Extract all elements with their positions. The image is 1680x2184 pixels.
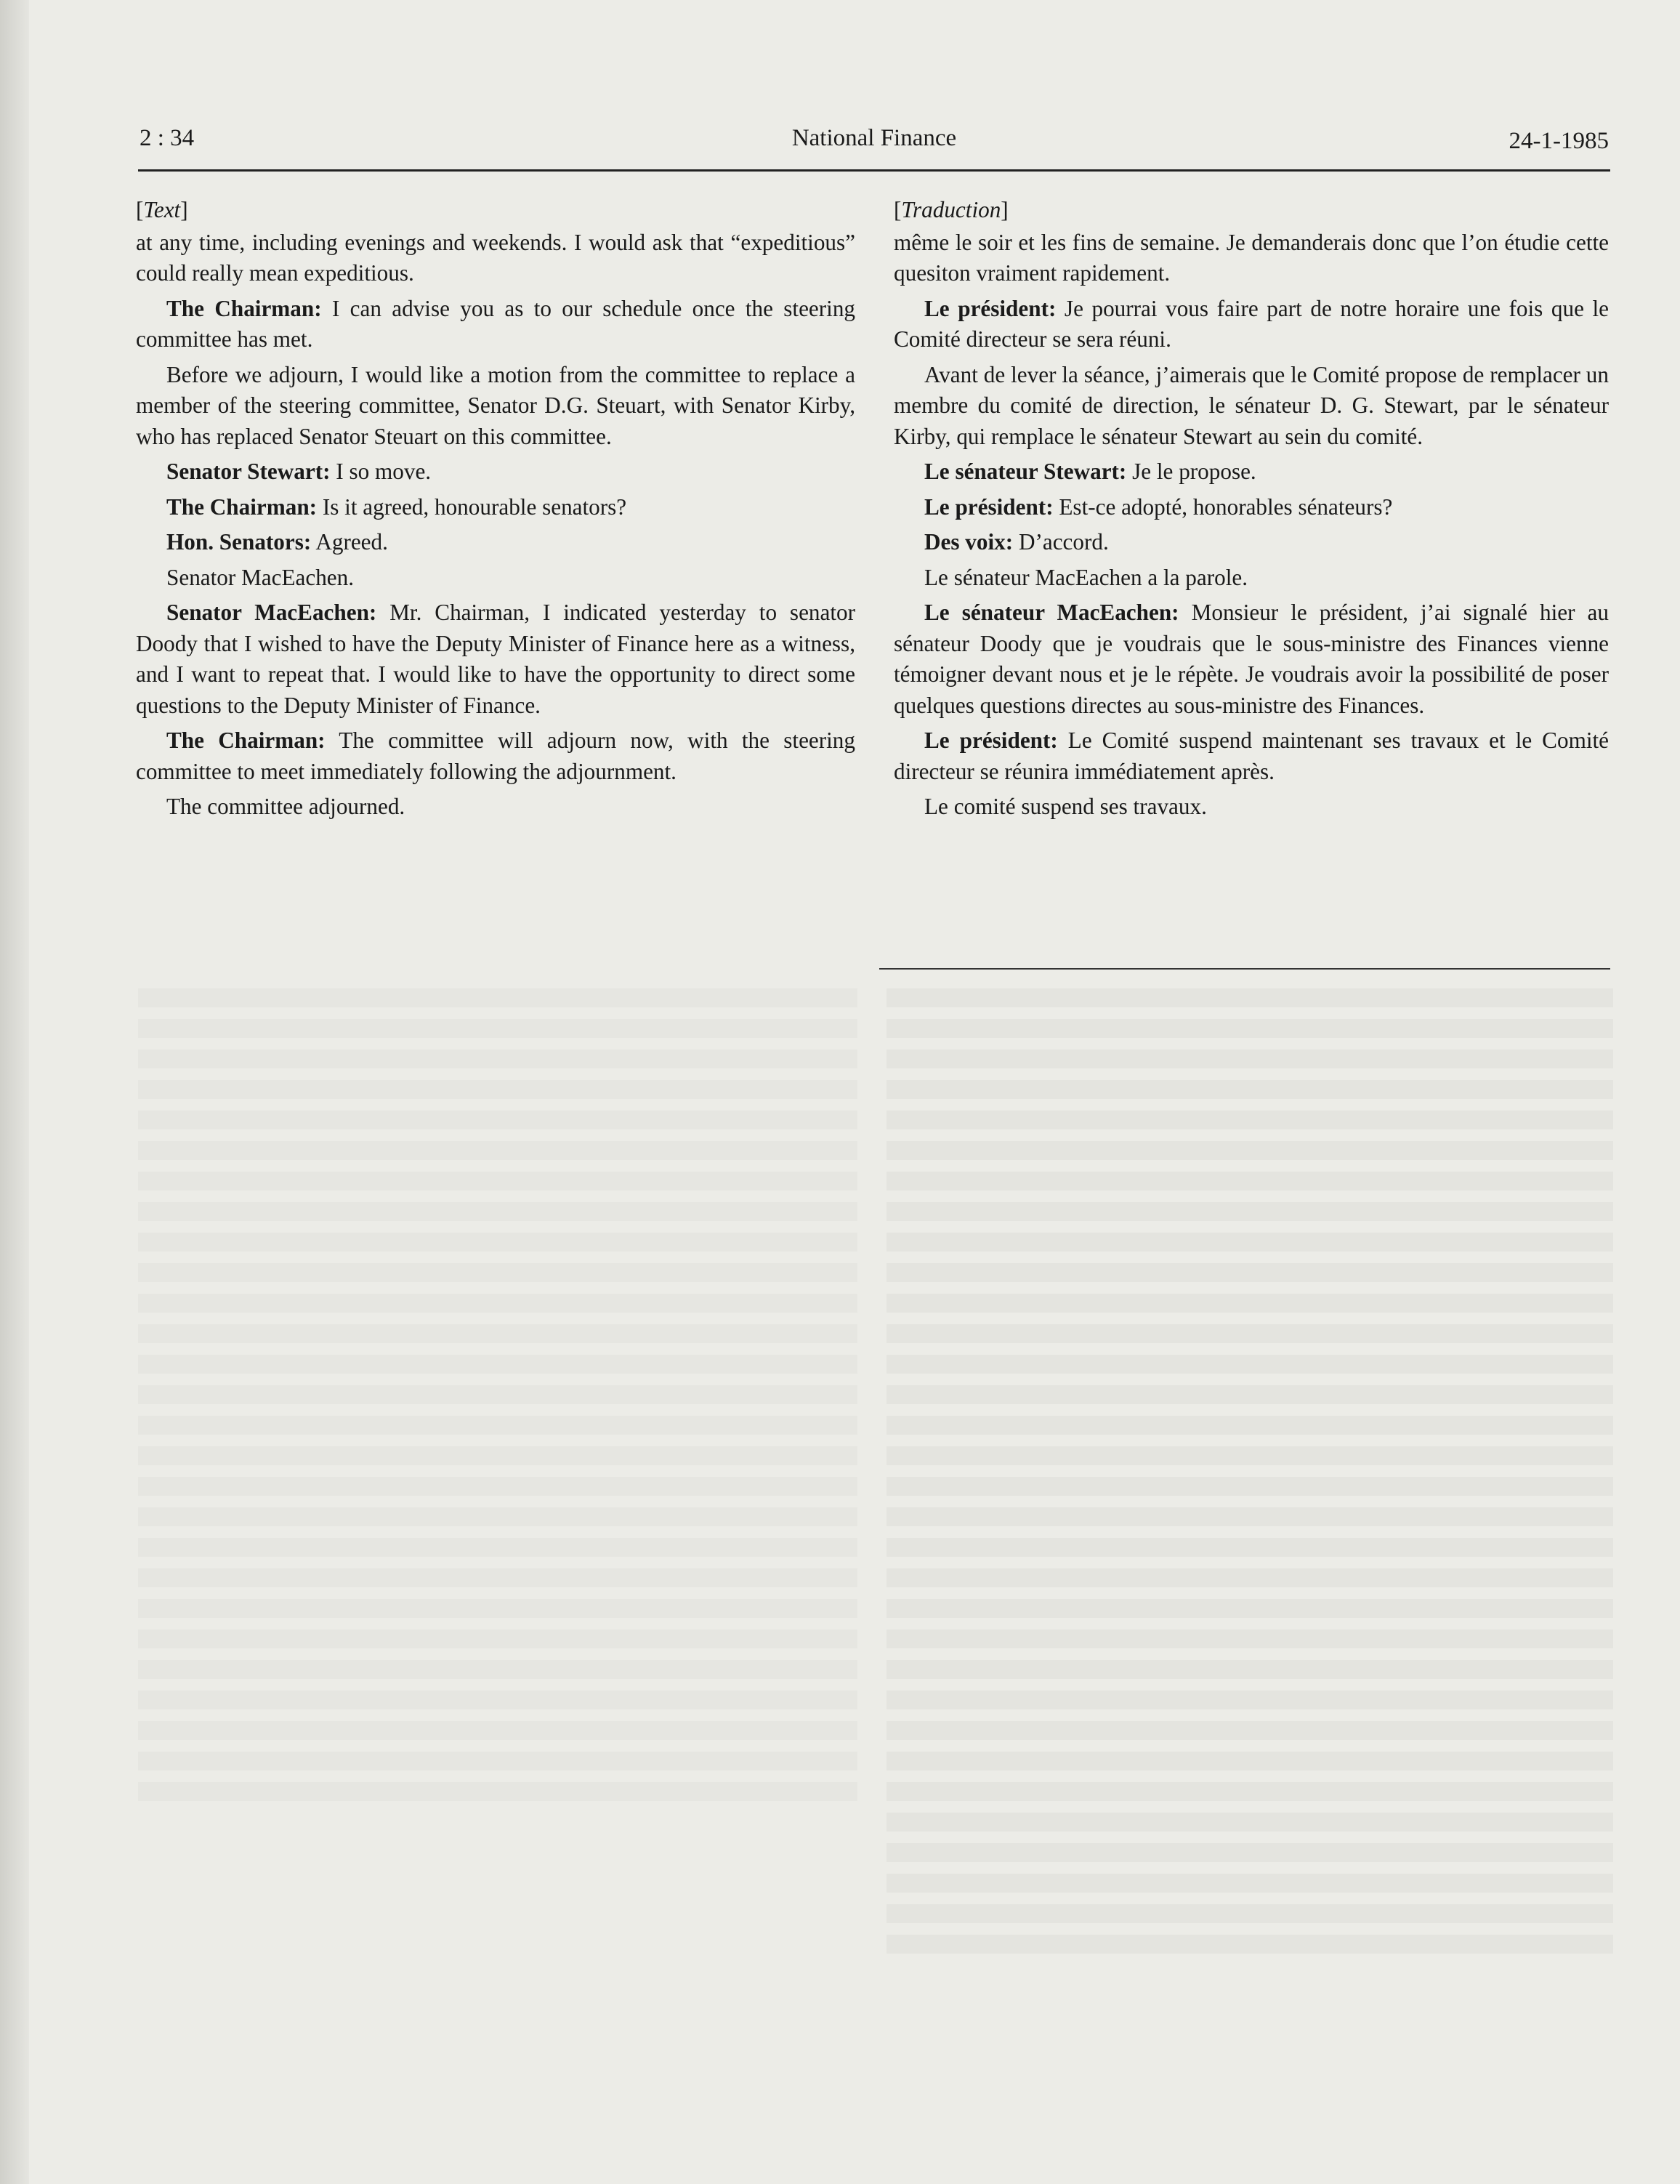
paragraph: Le président: Je pourrai vous faire part de notre horaire une fois que le Comité directeur se sera réuni. (894, 295, 1609, 352)
issue-date: 24-1-1985 (1509, 128, 1609, 154)
page-number: 2 : 34 (140, 125, 195, 151)
running-title: National Finance (791, 125, 957, 151)
page-header (140, 122, 1609, 166)
paragraph: at any time, including evenings and weekends. I would ask that “expeditious” could really mean expeditious. (136, 229, 855, 286)
show-through-left (138, 988, 857, 1802)
paragraph: Le sénateur MacEachen: Monsieur le président, j’ai signalé hier au sénateur Doody que je voudrais que le sous-ministre des Finances vienne témoigner devant nous et je le répète. Je voudrais avoir la possibilité de poser quelques questions directes au sous-ministre des Finances. (894, 600, 1609, 718)
show-through-right (887, 988, 1613, 1962)
paragraph: The Chairman: I can advise you as to our schedule once the steering committee has met. (136, 295, 856, 352)
header-rule (138, 169, 1610, 172)
paragraph: The Chairman: Is it agreed, honourable senators? (166, 493, 627, 520)
paragraph: The Chairman: The committee will adjourn now, with the steering committee to meet immediately following the adjournment. (136, 728, 855, 784)
closing-rule (879, 968, 1610, 970)
paragraph: même le soir et les fins de semaine. Je demanderais donc que l’on étudie cette quesiton vraiment rapidement. (894, 229, 1609, 286)
english-column (136, 195, 855, 827)
paragraph: Des voix: D’accord. (924, 529, 1109, 555)
paragraph: Le sénateur Stewart: Je le propose. (924, 459, 1256, 484)
english-column-tag: [Text] (136, 197, 188, 222)
paragraph: Senator MacEachen: Mr. Chairman, I indicated yesterday to senator Doody that I wished to have the Deputy Minister of Finance here as a witness, and I want to repeat that. I would like to have the opportunity to direct some questions to the Deputy Minister of Finance. (136, 600, 855, 718)
french-column (894, 195, 1609, 827)
paragraph: The committee adjourned. (166, 794, 405, 819)
paragraph: Le président: Le Comité suspend maintenant ses travaux et le Comité directeur se réunira immédiatement après. (894, 728, 1610, 784)
paragraph: Senator Stewart: I so move. (166, 459, 432, 484)
french-column-tag: [Traduction] (894, 197, 1009, 222)
paragraph: Hon. Senators: Agreed. (166, 529, 388, 555)
paragraph: Le président: Est-ce adopté, honorables sénateurs? (924, 493, 1393, 520)
paragraph: Le sénateur MacEachen a la parole. (924, 564, 1248, 590)
paragraph: Le comité suspend ses travaux. (924, 794, 1207, 819)
page-edge (0, 0, 29, 2184)
paragraph: Avant de lever la séance, j’aimerais que le Comité propose de remplacer un membre du comité de direction, le sénateur D. G. Stewart, par le sénateur Kirby, qui remplace le sénateur Stewart au sein du comité. (894, 361, 1609, 449)
paragraph: Senator MacEachen. (166, 564, 355, 590)
paragraph: Before we adjourn, I would like a motion from the committee to replace a member of the steering committee, Senator D.G. Steuart, with Senator Kirby, who has replaced Senator Steuart on this committee. (136, 361, 855, 449)
